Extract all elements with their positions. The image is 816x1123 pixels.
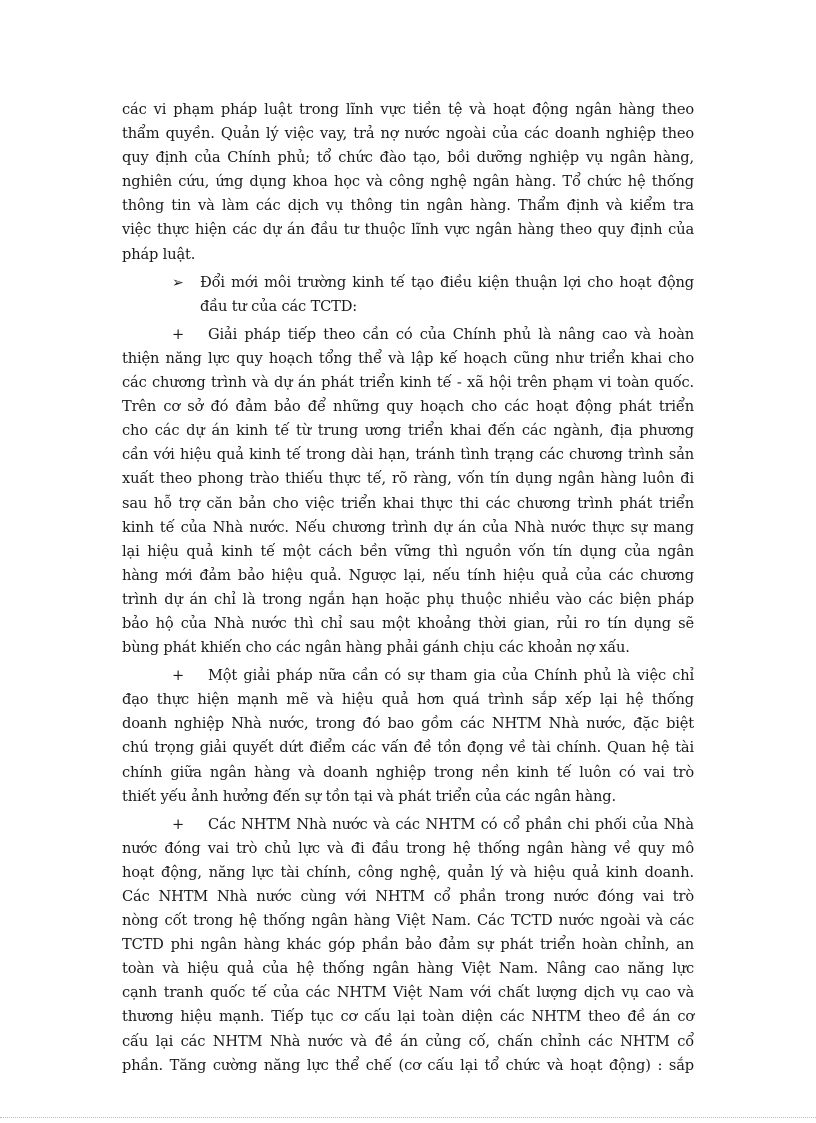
text-line: thiện năng lực quy hoạch tổng thể và lập kế hoạch cũng như triển khai cho [122,349,694,367]
heading-text: Đổi mới môi trường kinh tế tạo điều kiện thuận lợi cho hoạt động [200,273,694,291]
text-line: thẩm quyền. Quản lý việc vay, trả nợ nước ngoài của các doanh nghiệp theo [122,125,694,143]
text-line: thông tin và làm các dịch vụ thông tin ngân hàng. Thẩm định và kiểm tra [122,197,694,215]
text-line: nước đóng vai trò chủ lực và đi đầu trong hệ thống ngân hàng về quy mô [122,839,694,857]
paragraph-2 [122,323,694,660]
text-line: Các NHTM Nhà nước cùng với NHTM cổ phần trong nước đóng vai trò [122,888,694,905]
text-line: nghiên cứu, ứng dụng khoa học và công nghệ ngân hàng. Tổ chức hệ thống [122,173,694,191]
text-line: cấu lại các NHTM Nhà nước và đề án củng cố, chấn chỉnh các NHTM cổ [122,1032,694,1050]
text-line: TCTD phi ngân hàng khác góp phần bảo đảm sự phát triển hoàn chỉnh, an [122,936,694,954]
plus-bullet: + [172,667,185,685]
paragraph-1 [122,98,694,267]
heading-line [122,271,694,295]
text-line: quy định của Chính phủ; tổ chức đào tạo, bồi dưỡng nghiệp vụ ngân hàng, [122,149,694,167]
text-line [122,664,694,688]
section-heading [122,271,694,319]
plus-bullet: + [172,325,185,343]
text-line-content: Các NHTM Nhà nước và các NHTM có cổ phần chi phối của Nhà [208,815,694,833]
text-line: bảo hộ của Nhà nước thì chỉ sau một khoảng thời gian, rủi ro tín dụng sẽ [122,614,694,632]
document-body [122,98,694,1078]
text-line: doanh nghiệp Nhà nước, trong đó bao gồm các NHTM Nhà nước, đặc biệt [122,715,694,733]
text-line: đạo thực hiện mạnh mẽ và hiệu quả hơn quá trình sắp xếp lại hệ thống [122,691,694,709]
text-line: sau hỗ trợ căn bản cho việc triển khai thực thi các chương trình phát triển [122,494,694,512]
text-line: Trên cơ sở đó đảm bảo để những quy hoạch cho các hoạt động phát triển [122,398,694,416]
paragraph-4 [122,813,694,1078]
text-line: việc thực hiện các dự án đầu tư thuộc lĩnh vực ngân hàng theo quy định của [122,221,694,239]
text-line: cần với hiệu quả kinh tế trong dài hạn, tránh tình trạng các chương trình sản [122,446,694,464]
text-line: kinh tế của Nhà nước. Nếu chương trình dự án của Nhà nước thực sự mang [122,518,694,536]
text-line: thương hiệu mạnh. Tiếp tục cơ cấu lại toàn diện các NHTM theo đề án cơ [122,1008,694,1026]
text-line: chú trọng giải quyết dứt điểm các vấn đề tồn đọng về tài chính. Quan hệ tài [122,739,694,757]
text-line: thiết yếu ảnh hưởng đến sự tồn tại và phát triển của các ngân hàng. [122,787,616,805]
text-line: trình dự án chỉ là trong ngắn hạn hoặc phụ thuộc nhiều vào các biện pháp [122,590,694,608]
text-line: cạnh tranh quốc tế của các NHTM Việt Nam với chất lượng dịch vụ cao và [122,984,694,1002]
text-line: hàng mới đảm bảo hiệu quả. Ngược lại, nếu tính hiệu quả của các chương [122,566,694,584]
text-line: xuất theo phong trào thiếu thực tế, rõ ràng, vốn tín dụng ngân hàng luôn đi [122,470,694,488]
text-line: chính giữa ngân hàng và doanh nghiệp trong nền kinh tế luôn có vai trò [122,763,694,781]
text-line: lại hiệu quả kinh tế một cách bền vững thì nguồn vốn tín dụng của ngân [122,542,694,560]
text-line [122,323,694,347]
heading-text: đầu tư của các TCTD: [200,297,358,315]
text-line: các chương trình và dự án phát triển kinh tế - xã hội trên phạm vi toàn quốc. [122,374,694,392]
arrow-bullet-icon: ➢ [172,274,184,291]
text-line-content: Giải pháp tiếp theo cần có của Chính phủ là nâng cao và hoàn [208,325,694,343]
plus-bullet: + [172,815,185,833]
text-line: cho các dự án kinh tế từ trung ương triển khai đến các ngành, địa phương [122,422,694,440]
text-line: bùng phát khiến cho các ngân hàng phải gánh chịu các khoản nợ xấu. [122,639,630,657]
text-line: pháp luật. [122,245,196,263]
page-bottom-divider [0,1117,816,1118]
text-line-content: Một giải pháp nữa cần có sự tham gia của Chính phủ là việc chỉ [208,667,694,685]
text-line: các vi phạm pháp luật trong lĩnh vực tiền tệ và hoạt động ngân hàng theo [122,101,694,118]
text-line: hoạt động, năng lực tài chính, công nghệ, quản lý và hiệu quả kinh doanh. [122,863,694,881]
text-line: phần. Tăng cường năng lực thể chế (cơ cấu lại tổ chức và hoạt động) : sắp [122,1056,694,1074]
text-line: toàn và hiệu quả của hệ thống ngân hàng Việt Nam. Nâng cao năng lực [122,960,694,978]
text-line: nòng cốt trong hệ thống ngân hàng Việt Nam. Các TCTD nước ngoài và các [122,912,694,930]
text-line [122,813,694,837]
paragraph-3 [122,664,694,809]
